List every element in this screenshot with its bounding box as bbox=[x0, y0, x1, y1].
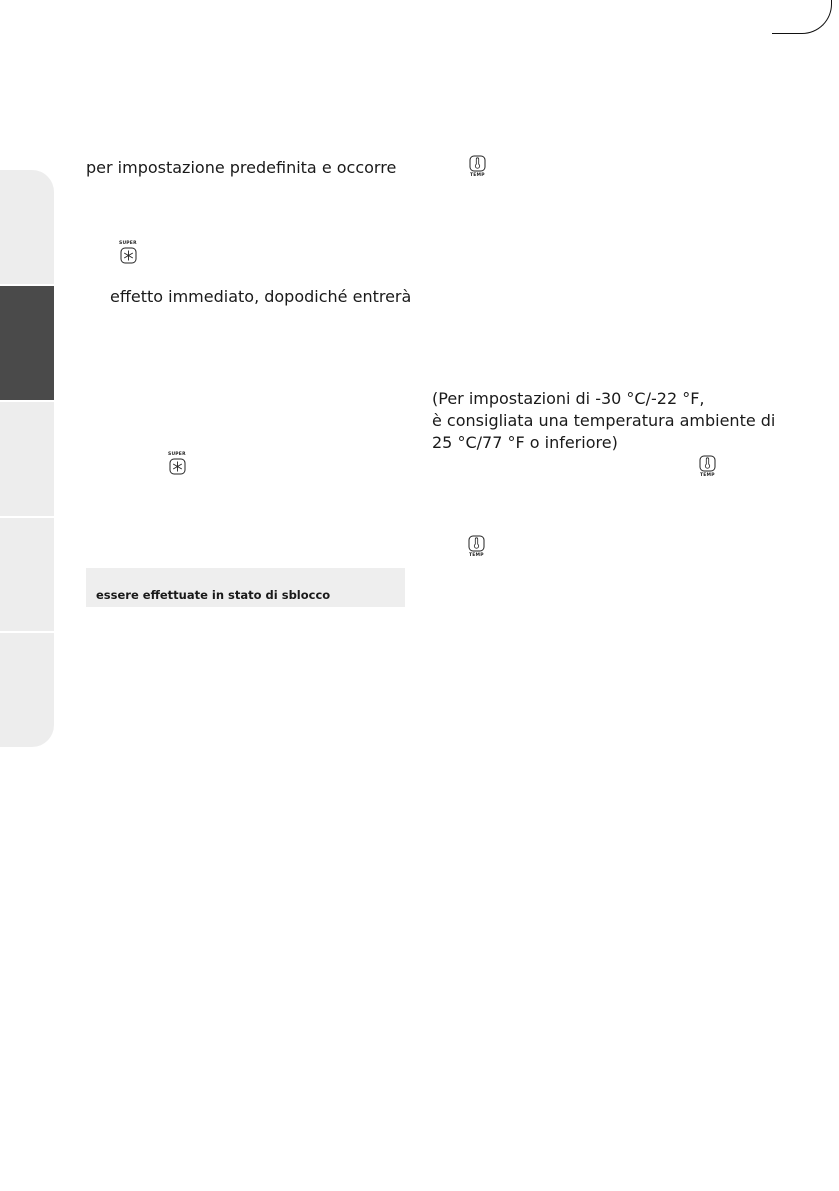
right-text-line-1: (Per impostazioni di -30 °C/-22 °F, bbox=[432, 389, 705, 408]
temp-icon-label-2: TEMP bbox=[700, 473, 715, 478]
snowflake-icon bbox=[120, 247, 137, 264]
side-navigation-tabs bbox=[0, 170, 54, 747]
side-tab-2-active[interactable] bbox=[0, 286, 54, 400]
left-text-line-1: per impostazione predefinita e occorre bbox=[86, 158, 397, 177]
side-tab-4[interactable] bbox=[0, 518, 54, 631]
side-tab-1[interactable] bbox=[0, 170, 54, 284]
super-icon-label: SUPER bbox=[119, 241, 137, 246]
right-text-line-2: è consigliata una temperatura ambiente di bbox=[432, 411, 776, 430]
super-icon-label-2: SUPER bbox=[168, 452, 186, 457]
thermometer-icon bbox=[468, 535, 485, 552]
side-tab-5[interactable] bbox=[0, 633, 54, 747]
page-corner-mark bbox=[772, 0, 832, 34]
temp-icon-label-3: TEMP bbox=[469, 553, 484, 558]
side-tab-3[interactable] bbox=[0, 402, 54, 516]
left-text-line-2: effetto immediato, dopodiché entrerà bbox=[110, 287, 412, 306]
right-text-line-3: 25 °C/77 °F o inferiore) bbox=[432, 433, 618, 452]
temp-icon-label: TEMP bbox=[470, 173, 485, 178]
thermometer-icon bbox=[699, 455, 716, 472]
note-text: essere effettuate in stato di sblocco bbox=[96, 588, 331, 602]
thermometer-icon bbox=[469, 155, 486, 172]
snowflake-icon bbox=[169, 458, 186, 475]
note-box bbox=[86, 568, 405, 607]
